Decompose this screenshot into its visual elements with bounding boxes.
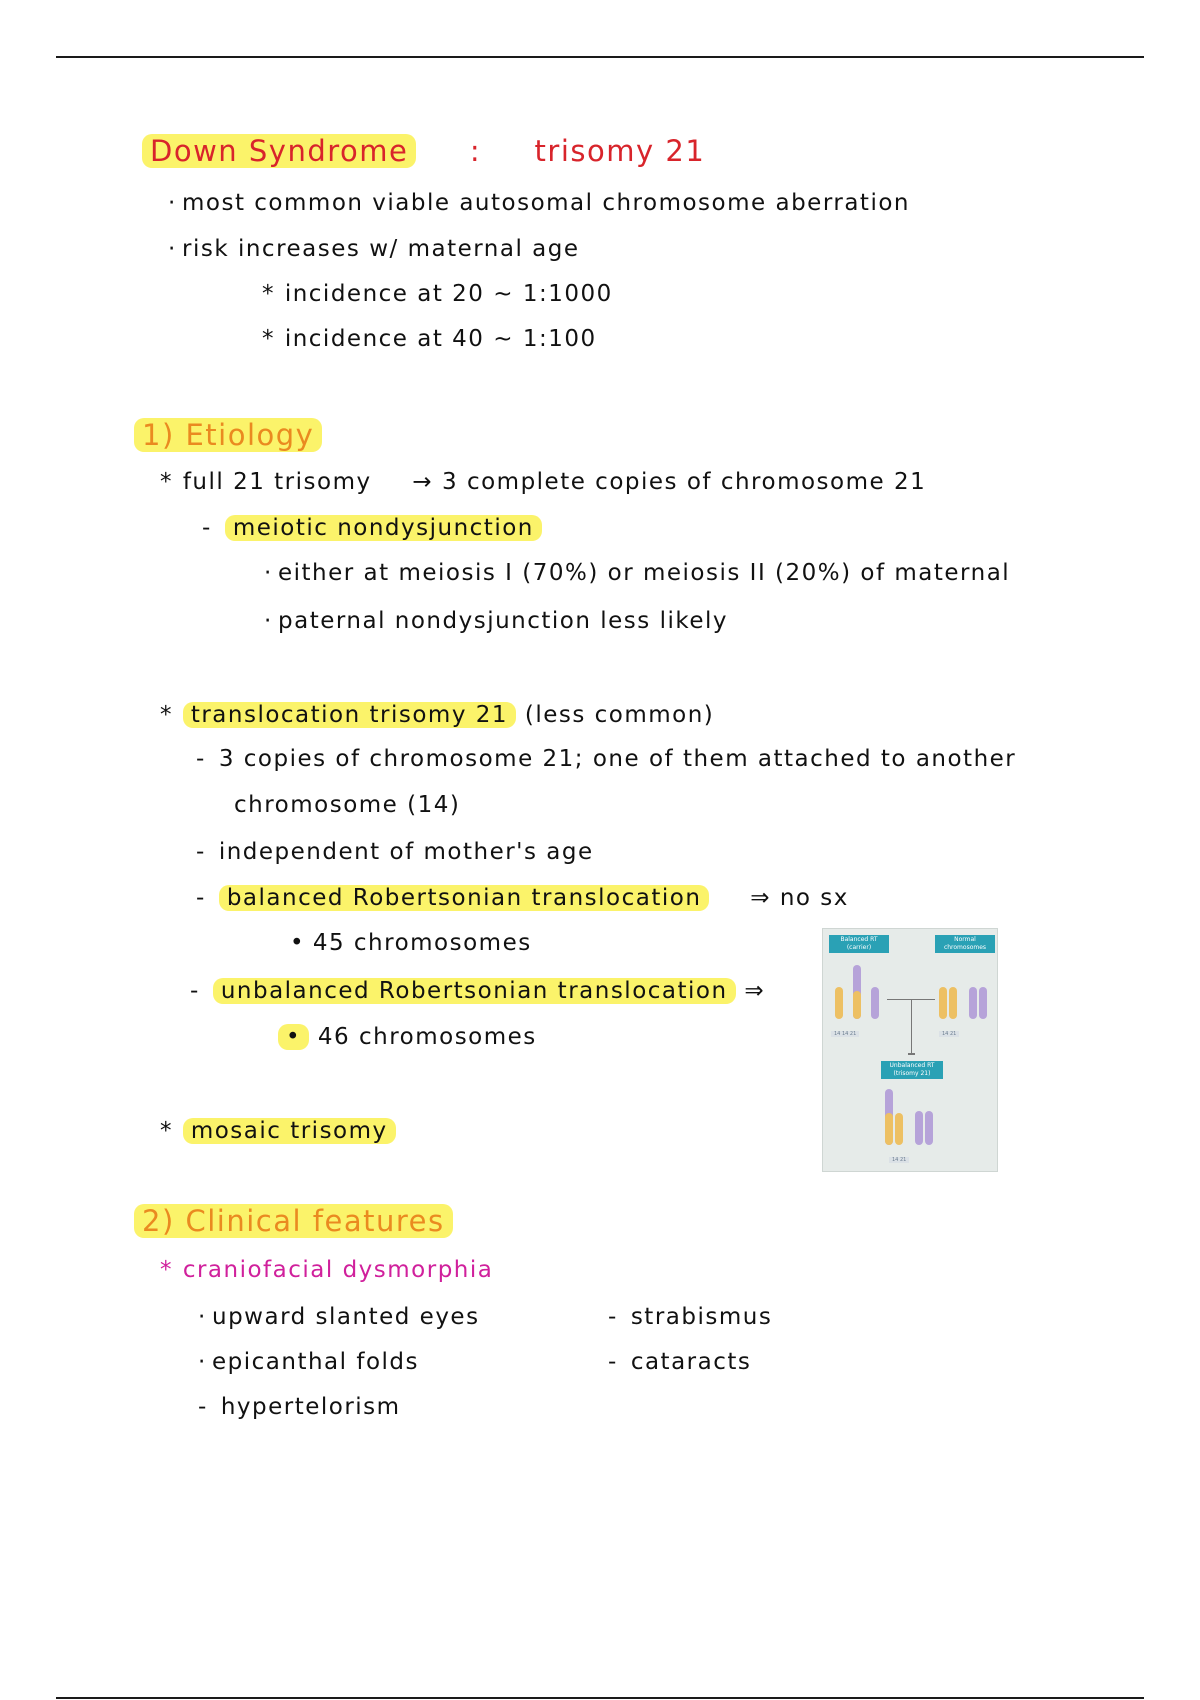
meiotic-nondysjunction: - meiotic nondysjunction [202,511,542,545]
chromosome-21-carrier [853,991,861,1019]
meiosis-point: · either at meiosis I (70%) or meiosis II (20%) of maternal [264,560,1011,586]
unbalanced-count: • 46 chromosomes [278,1020,537,1054]
balanced-count: • 45 chromosomes [290,930,532,956]
chromosome-21-normal-a [969,987,977,1019]
chromosome-21-normal-b [979,987,987,1019]
diagram-label-unbalanced: Unbalanced RT (trisomy 21) [881,1061,943,1079]
chromosome-14-trisomy-b [895,1113,903,1145]
translocation-line: * translocation trisomy 21 (less common) [160,702,715,728]
diagram-label-normal: Normal chromosomes [935,935,995,953]
feature-strabismus: - strabismus [608,1304,773,1330]
intro-sub-2: * incidence at 40 ~ 1:100 [262,326,597,352]
feature-cataracts: - cataracts [608,1349,752,1375]
intro-bullet-1: · most common viable autosomal chromosome aberration [168,190,910,216]
title-rest: trisomy 21 [534,134,706,168]
balanced-line: - balanced Robertsonian translocation ⇒ no sx [196,885,849,911]
paternal-point: · paternal nondysjunction less likely [264,608,729,634]
mosaic-line: * mosaic trisomy [160,1114,396,1148]
diagram-ticks-bottom: 14 21 [889,1157,909,1163]
title-separator: : [469,134,482,168]
robertsonian-diagram [822,928,998,1172]
feature-upward-eyes: · upward slanted eyes [198,1304,480,1330]
chromosome-21b-carrier [871,987,879,1019]
connector-vertical [911,999,912,1055]
chromosome-21-trisomy-b [925,1111,933,1145]
full-trisomy-line: * full 21 trisomy → 3 complete copies of chromosome 21 [160,469,927,495]
chromosome-14-carrier [835,987,843,1019]
intro-bullet-2: · risk increases w/ maternal age [168,236,580,262]
etiology-heading: 1) Etiology [134,418,322,452]
title-main: Down Syndrome [142,134,416,168]
top-rule [56,56,1144,58]
translocation-copies: - 3 copies of chromosome 21; one of them attached to another [196,746,1017,772]
chromosome-14-trisomy-a [885,1113,893,1145]
craniofacial-heading: * craniofacial dysmorphia [160,1257,494,1283]
chromosome-14-normal-b [949,987,957,1019]
page-title [142,134,705,168]
diagram-ticks-left: 14 14 21 [831,1031,859,1037]
diagram-ticks-right: 14 21 [939,1031,959,1037]
clinical-heading: 2) Clinical features [134,1204,453,1238]
intro-sub-1: * incidence at 20 ~ 1:1000 [262,281,613,307]
chromosome-14-normal-a [939,987,947,1019]
unbalanced-line: - unbalanced Robertsonian translocation ⇒ [190,978,766,1004]
translocation-chromosome: chromosome (14) [234,792,461,818]
connector-arrowhead [908,1053,915,1055]
bottom-rule [56,1697,1144,1699]
feature-hypertelorism: - hypertelorism [198,1394,401,1420]
translocation-independent: - independent of mother's age [196,839,594,865]
diagram-label-balanced: Balanced RT (carrier) [829,935,889,953]
feature-epicanthal: · epicanthal folds [198,1349,419,1375]
chromosome-21-trisomy-a [915,1111,923,1145]
